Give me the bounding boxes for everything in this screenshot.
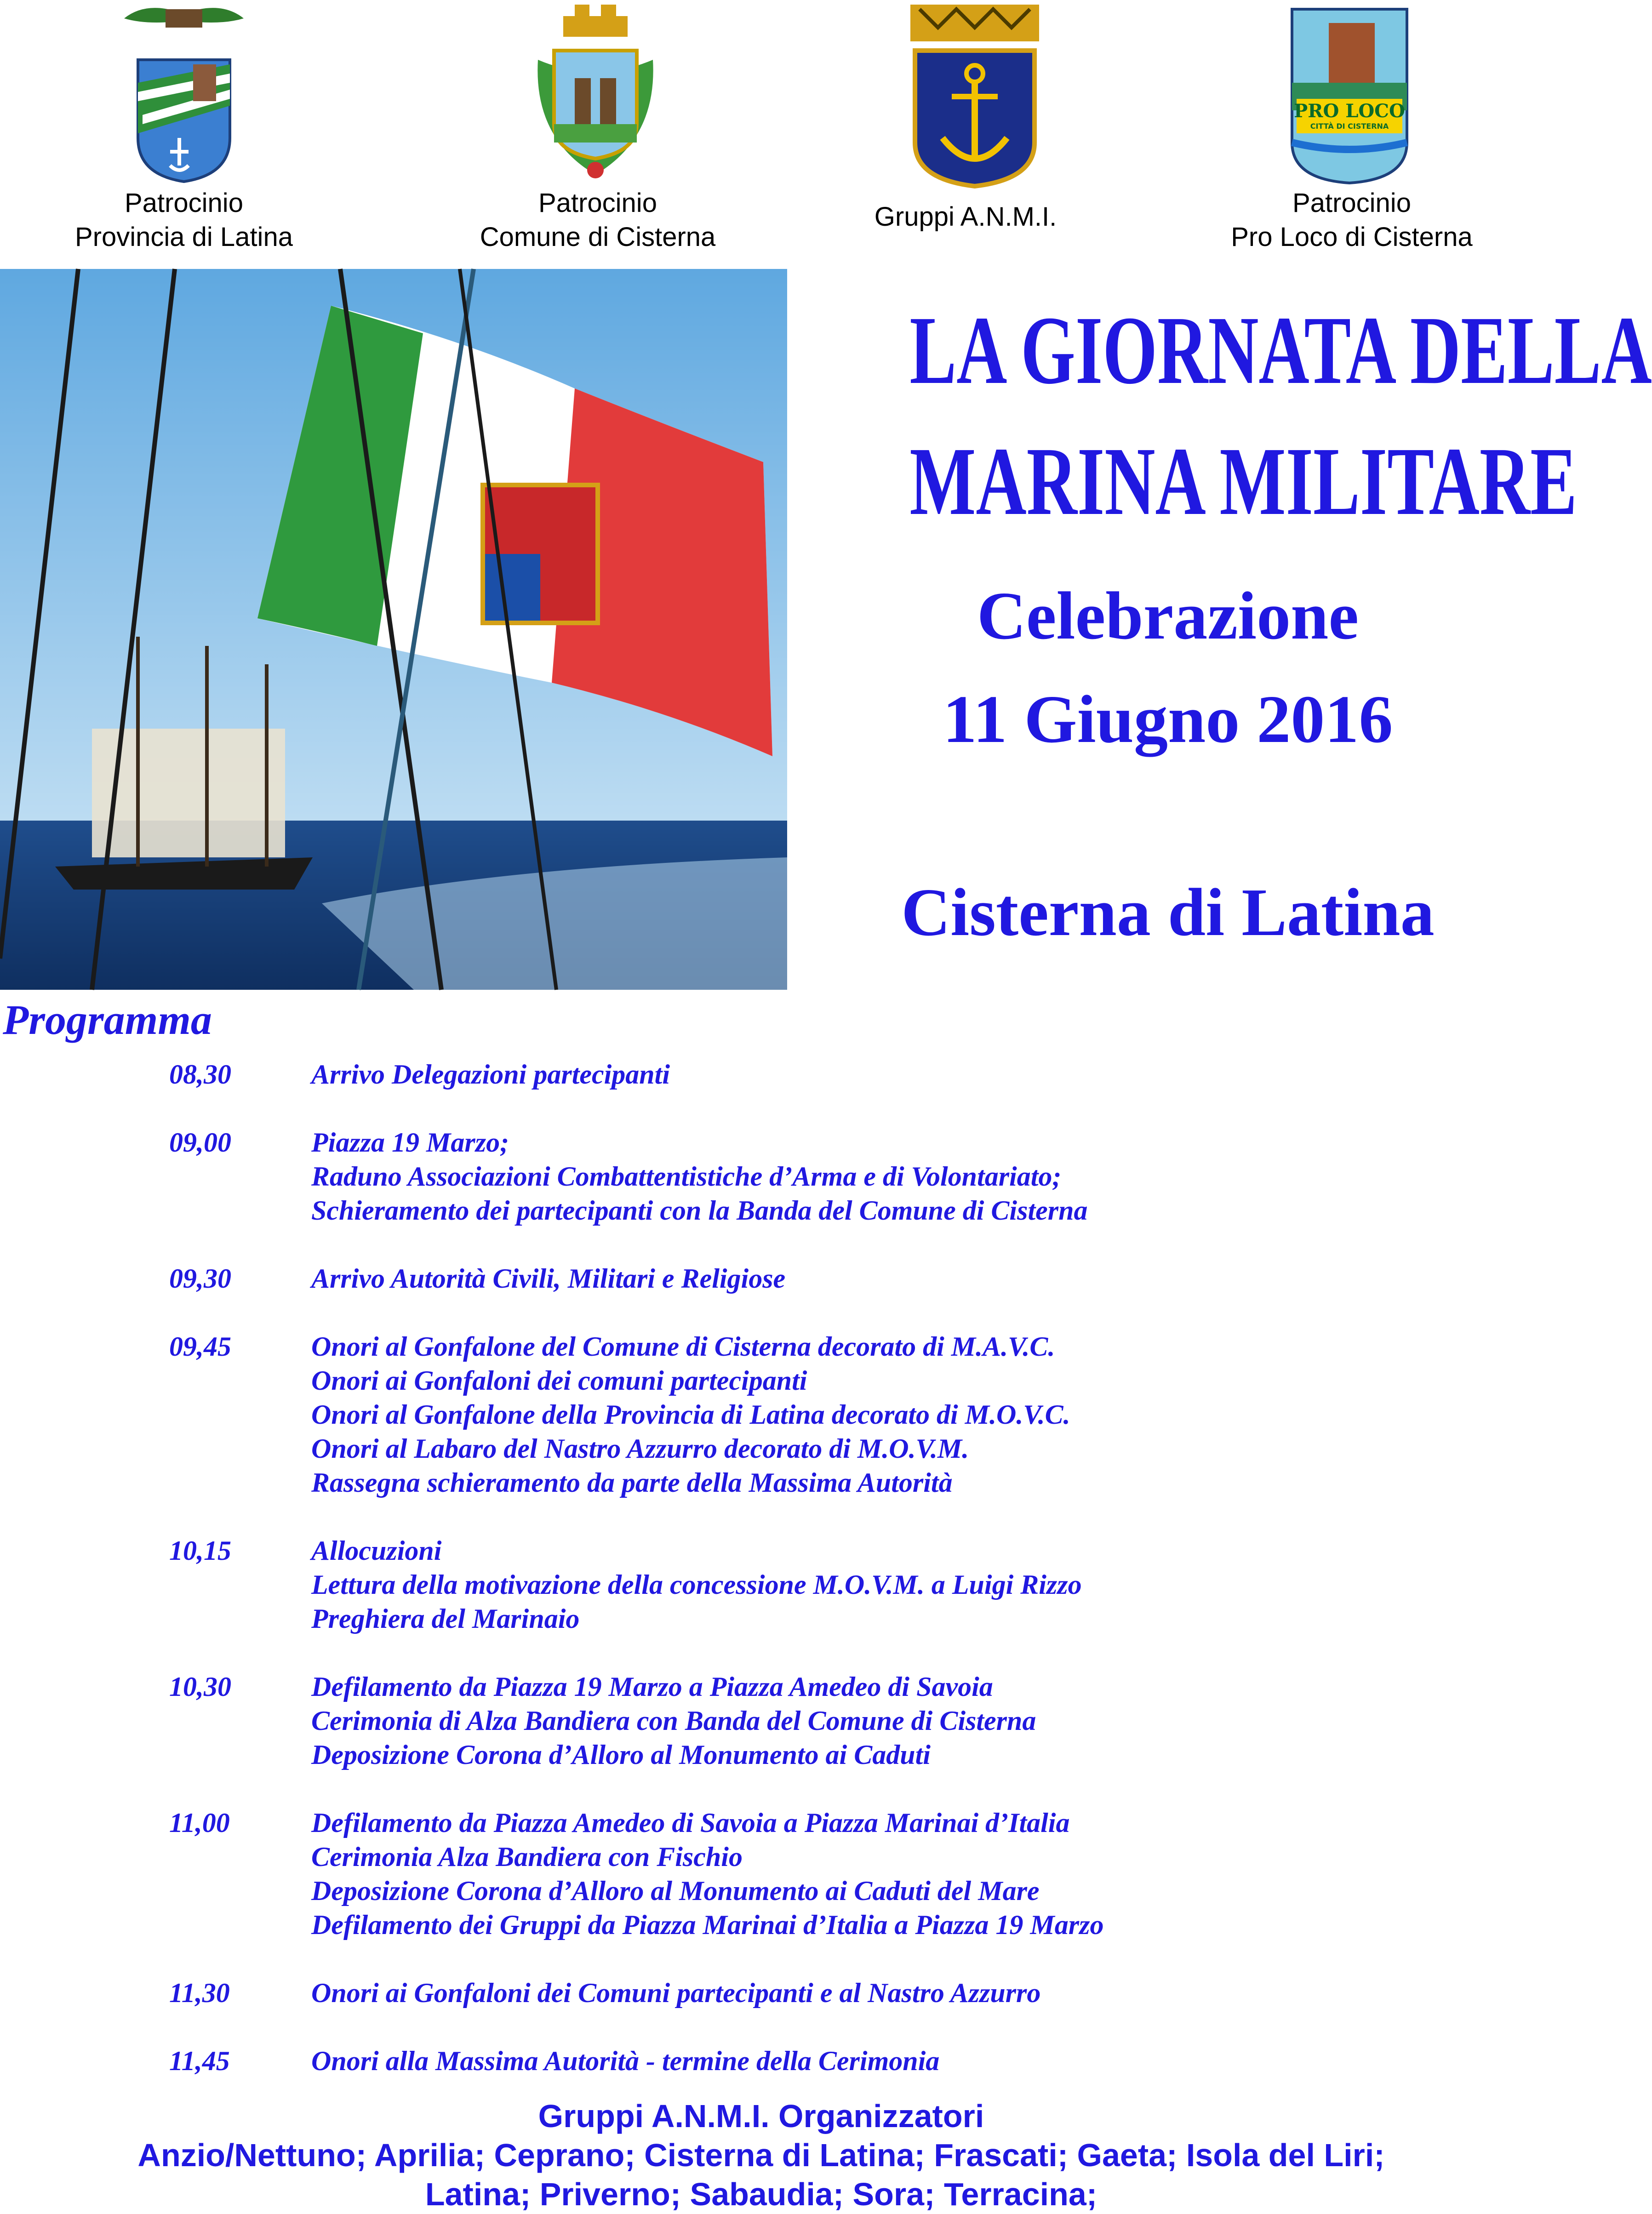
schedule-item-line: Cerimonia di Alza Bandiera con Banda del Comune di Cisterna bbox=[311, 1706, 1036, 1736]
schedule-row bbox=[0, 1976, 1522, 2010]
schedule-item-line: Lettura della motivazione della concessione M.O.V.M. a Luigi Rizzo bbox=[311, 1569, 1082, 1600]
program-schedule bbox=[0, 1057, 1522, 2112]
schedule-item-line: Allocuzioni bbox=[311, 1535, 442, 1566]
schedule-row bbox=[0, 1125, 1522, 1227]
logo-label-line1: Patrocinio bbox=[1292, 188, 1411, 218]
schedule-items bbox=[311, 2044, 1522, 2078]
schedule-time: 11,30 bbox=[169, 1978, 230, 2008]
schedule-item-line: Onori ai Gonfaloni dei comuni partecipanti bbox=[311, 1365, 807, 1396]
logo-label-line2: Comune di Cisterna bbox=[480, 222, 716, 252]
logo-label-provincia bbox=[46, 186, 322, 254]
schedule-item-line: Deposizione Corona d’Alloro al Monumento ai Caduti bbox=[311, 1740, 931, 1770]
comune-cisterna-crest-icon bbox=[529, 0, 662, 184]
anmi-anchor-crest-icon bbox=[901, 0, 1048, 188]
schedule-time: 09,30 bbox=[169, 1263, 231, 1294]
schedule-item-line: Schieramento dei partecipanti con la Banda del Comune di Cisterna bbox=[311, 1195, 1088, 1226]
schedule-item-line: Onori ai Gonfaloni dei Comuni partecipanti e al Nastro Azzurro bbox=[311, 1978, 1041, 2008]
schedule-time: 09,00 bbox=[169, 1127, 231, 1158]
schedule-item-line: Cerimonia Alza Bandiera con Fischio bbox=[311, 1842, 743, 1872]
schedule-row bbox=[0, 2044, 1522, 2078]
schedule-item-line: Onori al Gonfalone della Provincia di Latina decorato di M.O.V.C. bbox=[311, 1399, 1070, 1430]
headline-line1: LA GIORNATA DELLA bbox=[909, 296, 1652, 404]
svg-text:PRO LOCO: PRO LOCO bbox=[1294, 100, 1405, 122]
schedule-row bbox=[0, 1670, 1522, 1772]
schedule-item-line: Defilamento da Piazza Amedeo di Savoia a Piazza Marinai d’Italia bbox=[311, 1808, 1070, 1838]
schedule-time: 08,30 bbox=[169, 1059, 231, 1090]
provincia-latina-crest-icon bbox=[110, 0, 257, 184]
tall-ship-navy-flag-photo bbox=[0, 269, 787, 990]
schedule-items bbox=[311, 1125, 1522, 1227]
headline-celebrazione: Celebrazione bbox=[977, 578, 1359, 654]
headline-location: Cisterna di Latina bbox=[901, 875, 1435, 950]
schedule-item-line: Deposizione Corona d’Alloro al Monumento ai Caduti del Mare bbox=[311, 1876, 1040, 1906]
schedule-item-line: Raduno Associazioni Combattentistiche d’Arma e di Volontariato; bbox=[311, 1161, 1062, 1192]
schedule-items bbox=[311, 1670, 1522, 1772]
schedule-time: 11,45 bbox=[169, 2046, 230, 2076]
schedule-items bbox=[311, 1330, 1522, 1500]
footer-groups-line1: Anzio/Nettuno; Aprilia; Ceprano; Cisterna di Latina; Frascati; Gaeta; Isola del Liri; bbox=[137, 2137, 1385, 2173]
schedule-item-line: Onori alla Massima Autorità - termine della Cerimonia bbox=[311, 2046, 940, 2076]
logo-label-anmi bbox=[828, 200, 1103, 234]
schedule-row bbox=[0, 1330, 1522, 1500]
schedule-time: 09,45 bbox=[169, 1331, 231, 1362]
schedule-time: 10,15 bbox=[169, 1535, 231, 1566]
logo-label-line1: Patrocinio bbox=[538, 188, 657, 218]
schedule-time: 11,00 bbox=[169, 1808, 230, 1838]
pro-loco-crest-icon bbox=[1287, 5, 1412, 184]
schedule-items bbox=[311, 1806, 1522, 1942]
schedule-item-line: Arrivo Delegazioni partecipanti bbox=[311, 1059, 670, 1090]
schedule-item-line: Defilamento dei Gruppi da Piazza Marinai d’Italia a Piazza 19 Marzo bbox=[311, 1910, 1104, 1940]
program-title: Programma bbox=[3, 996, 212, 1043]
schedule-item-line: Piazza 19 Marzo; bbox=[311, 1127, 509, 1158]
schedule-items bbox=[311, 1057, 1522, 1091]
logo-label-line2: Pro Loco di Cisterna bbox=[1231, 222, 1473, 252]
svg-text:CITTÀ DI CISTERNA: CITTÀ DI CISTERNA bbox=[1310, 122, 1389, 131]
schedule-item-line: Preghiera del Marinaio bbox=[311, 1603, 580, 1634]
schedule-items bbox=[311, 1261, 1522, 1295]
logo-label-line2: Provincia di Latina bbox=[75, 222, 293, 252]
schedule-row bbox=[0, 1057, 1522, 1091]
schedule-item-line: Onori al Labaro del Nastro Azzurro decorato di M.O.V.M. bbox=[311, 1433, 969, 1464]
headline-line2: MARINA MILITARE bbox=[909, 427, 1577, 535]
schedule-row bbox=[0, 1806, 1522, 1942]
logo-label-comune bbox=[460, 186, 736, 254]
schedule-item-line: Onori al Gonfalone del Comune di Cisterna decorato di M.A.V.C. bbox=[311, 1331, 1055, 1362]
footer-groups-line2: Latina; Priverno; Sabaudia; Sora; Terracina; bbox=[425, 2176, 1098, 2212]
schedule-row bbox=[0, 1534, 1522, 1636]
schedule-item-line: Rassegna schieramento da parte della Massima Autorità bbox=[311, 1467, 953, 1498]
schedule-row bbox=[0, 1261, 1522, 1295]
logo-label-line1: Gruppi A.N.M.I. bbox=[874, 202, 1057, 232]
schedule-items bbox=[311, 1534, 1522, 1636]
headline-date: 11 Giugno 2016 bbox=[943, 682, 1393, 757]
logo-label-line1: Patrocinio bbox=[125, 188, 243, 218]
footer-organizers-title: Gruppi A.N.M.I. Organizzatori bbox=[538, 2098, 984, 2134]
schedule-items bbox=[311, 1976, 1522, 2010]
logo-label-pro-loco bbox=[1209, 186, 1494, 254]
schedule-time: 10,30 bbox=[169, 1672, 231, 1702]
schedule-item-line: Arrivo Autorità Civili, Militari e Religiose bbox=[311, 1263, 786, 1294]
schedule-item-line: Defilamento da Piazza 19 Marzo a Piazza Amedeo di Savoia bbox=[311, 1672, 993, 1702]
